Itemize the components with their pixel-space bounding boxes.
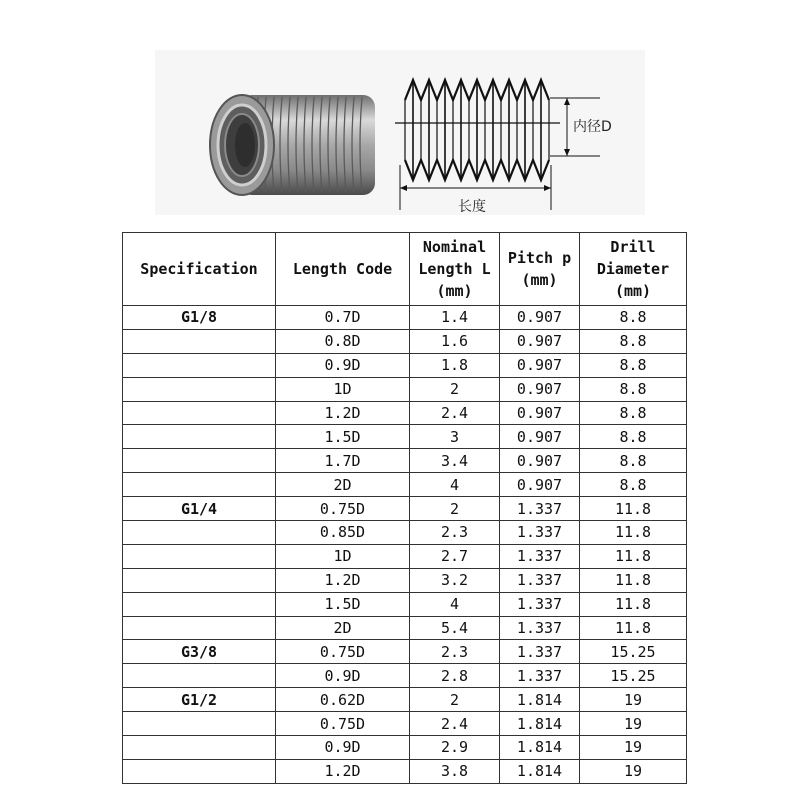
cell-length-code: 0.75D — [276, 497, 410, 521]
cell-nominal-length: 2.4 — [410, 712, 500, 736]
table-row — [123, 329, 687, 353]
cell-length-code: 1.5D — [276, 592, 410, 616]
cell-length-code: 2D — [276, 616, 410, 640]
cell-length-code: 1.5D — [276, 425, 410, 449]
table-row — [123, 736, 687, 760]
table-row — [123, 401, 687, 425]
cell-nominal-length: 5.4 — [410, 616, 500, 640]
cell-nominal-length: 2.3 — [410, 521, 500, 545]
header-nominal-length — [410, 233, 500, 306]
table-row — [123, 473, 687, 497]
cell-pitch: 1.337 — [500, 640, 580, 664]
table-row — [123, 759, 687, 783]
header-line: Diameter — [596, 260, 670, 278]
cell-drill-diameter: 8.8 — [580, 306, 687, 330]
cell-length-code: 0.9D — [276, 664, 410, 688]
header-line: Drill — [610, 238, 656, 256]
cell-nominal-length: 2 — [410, 688, 500, 712]
cell-specification — [123, 736, 276, 760]
cell-drill-diameter: 8.8 — [580, 401, 687, 425]
cell-pitch: 1.337 — [500, 521, 580, 545]
inner-diameter-label: 内径D — [573, 119, 612, 135]
cell-pitch: 0.907 — [500, 425, 580, 449]
cell-nominal-length: 2.8 — [410, 664, 500, 688]
cell-drill-diameter: 19 — [580, 736, 687, 760]
cell-pitch: 1.337 — [500, 592, 580, 616]
header-length-code — [276, 233, 410, 306]
cell-length-code: 0.85D — [276, 521, 410, 545]
cell-specification — [123, 759, 276, 783]
cell-drill-diameter: 19 — [580, 712, 687, 736]
table-row — [123, 568, 687, 592]
cell-specification — [123, 377, 276, 401]
header-line: (mm) — [436, 282, 473, 300]
cell-nominal-length: 4 — [410, 473, 500, 497]
cell-specification: G1/8 — [123, 306, 276, 330]
cell-length-code: 1D — [276, 544, 410, 568]
cell-specification: G1/2 — [123, 688, 276, 712]
cell-length-code: 1D — [276, 377, 410, 401]
header-line: Nominal — [422, 238, 487, 256]
cell-nominal-length: 2 — [410, 497, 500, 521]
cell-specification — [123, 401, 276, 425]
cell-drill-diameter: 19 — [580, 688, 687, 712]
cell-length-code: 1.2D — [276, 568, 410, 592]
table-row — [123, 377, 687, 401]
cell-nominal-length: 4 — [410, 592, 500, 616]
cell-pitch: 1.814 — [500, 759, 580, 783]
cell-drill-diameter: 8.8 — [580, 449, 687, 473]
table-row — [123, 688, 687, 712]
cell-specification — [123, 521, 276, 545]
cell-nominal-length: 2.4 — [410, 401, 500, 425]
table-row — [123, 306, 687, 330]
cell-pitch: 0.907 — [500, 377, 580, 401]
table-row — [123, 616, 687, 640]
cell-pitch: 0.907 — [500, 473, 580, 497]
header-specification — [123, 233, 276, 306]
table-row — [123, 425, 687, 449]
cell-length-code: 0.7D — [276, 306, 410, 330]
cell-length-code: 0.8D — [276, 329, 410, 353]
table-row — [123, 664, 687, 688]
cell-nominal-length: 1.6 — [410, 329, 500, 353]
cell-drill-diameter: 11.8 — [580, 544, 687, 568]
length-label: 长度 — [458, 199, 486, 215]
header-line: Length L — [418, 260, 491, 278]
cell-nominal-length: 2.3 — [410, 640, 500, 664]
cell-pitch: 1.337 — [500, 497, 580, 521]
cell-pitch: 0.907 — [500, 353, 580, 377]
thread-insert-diagram — [385, 70, 635, 220]
cell-drill-diameter: 11.8 — [580, 521, 687, 545]
cell-specification — [123, 353, 276, 377]
cell-specification: G3/8 — [123, 640, 276, 664]
cell-specification — [123, 616, 276, 640]
cell-length-code: 1.7D — [276, 449, 410, 473]
cell-specification — [123, 664, 276, 688]
cell-drill-diameter: 11.8 — [580, 497, 687, 521]
cell-drill-diameter: 8.8 — [580, 425, 687, 449]
cell-nominal-length: 2.9 — [410, 736, 500, 760]
cell-pitch: 0.907 — [500, 401, 580, 425]
cell-specification — [123, 329, 276, 353]
cell-drill-diameter: 11.8 — [580, 592, 687, 616]
cell-nominal-length: 3.8 — [410, 759, 500, 783]
cell-specification — [123, 712, 276, 736]
cell-drill-diameter: 8.8 — [580, 377, 687, 401]
specification-table — [122, 232, 687, 784]
header-line: Pitch p — [507, 249, 572, 267]
cell-pitch: 1.814 — [500, 712, 580, 736]
cell-specification — [123, 592, 276, 616]
table-body — [123, 306, 687, 784]
table-row — [123, 521, 687, 545]
cell-drill-diameter: 8.8 — [580, 473, 687, 497]
cell-pitch: 0.907 — [500, 329, 580, 353]
cell-specification — [123, 473, 276, 497]
cell-pitch: 0.907 — [500, 306, 580, 330]
cell-length-code: 0.9D — [276, 353, 410, 377]
cell-nominal-length: 2.7 — [410, 544, 500, 568]
cell-pitch: 1.814 — [500, 688, 580, 712]
thread-insert-photo — [200, 85, 390, 205]
cell-drill-diameter: 8.8 — [580, 329, 687, 353]
table-header-row — [123, 233, 687, 306]
table-row — [123, 592, 687, 616]
cell-specification — [123, 568, 276, 592]
cell-specification — [123, 449, 276, 473]
cell-pitch: 1.337 — [500, 616, 580, 640]
cell-drill-diameter: 15.25 — [580, 640, 687, 664]
header-drill-diameter — [580, 233, 687, 306]
header-line: Specification — [140, 260, 258, 278]
cell-drill-diameter: 11.8 — [580, 616, 687, 640]
cell-nominal-length: 3.4 — [410, 449, 500, 473]
header-line: Length Code — [292, 260, 393, 278]
table-row — [123, 497, 687, 521]
cell-length-code: 2D — [276, 473, 410, 497]
cell-pitch: 1.337 — [500, 664, 580, 688]
cell-nominal-length: 3.2 — [410, 568, 500, 592]
cell-nominal-length: 1.4 — [410, 306, 500, 330]
table-row — [123, 449, 687, 473]
cell-length-code: 0.75D — [276, 640, 410, 664]
cell-length-code: 1.2D — [276, 401, 410, 425]
cell-drill-diameter: 15.25 — [580, 664, 687, 688]
cell-length-code: 1.2D — [276, 759, 410, 783]
cell-drill-diameter: 11.8 — [580, 568, 687, 592]
cell-pitch: 1.814 — [500, 736, 580, 760]
cell-nominal-length: 1.8 — [410, 353, 500, 377]
table-row — [123, 353, 687, 377]
cell-pitch: 1.337 — [500, 568, 580, 592]
cell-specification: G1/4 — [123, 497, 276, 521]
header-line: (mm) — [521, 271, 558, 289]
cell-drill-diameter: 19 — [580, 759, 687, 783]
cell-pitch: 1.337 — [500, 544, 580, 568]
cell-nominal-length: 2 — [410, 377, 500, 401]
cell-drill-diameter: 8.8 — [580, 353, 687, 377]
cell-length-code: 0.75D — [276, 712, 410, 736]
cell-length-code: 0.9D — [276, 736, 410, 760]
table-row — [123, 712, 687, 736]
cell-specification — [123, 544, 276, 568]
cell-nominal-length: 3 — [410, 425, 500, 449]
cell-specification — [123, 425, 276, 449]
header-line: (mm) — [614, 282, 652, 300]
cell-pitch: 0.907 — [500, 449, 580, 473]
cell-length-code: 0.62D — [276, 688, 410, 712]
header-pitch — [500, 233, 580, 306]
table-row — [123, 544, 687, 568]
table-row — [123, 640, 687, 664]
